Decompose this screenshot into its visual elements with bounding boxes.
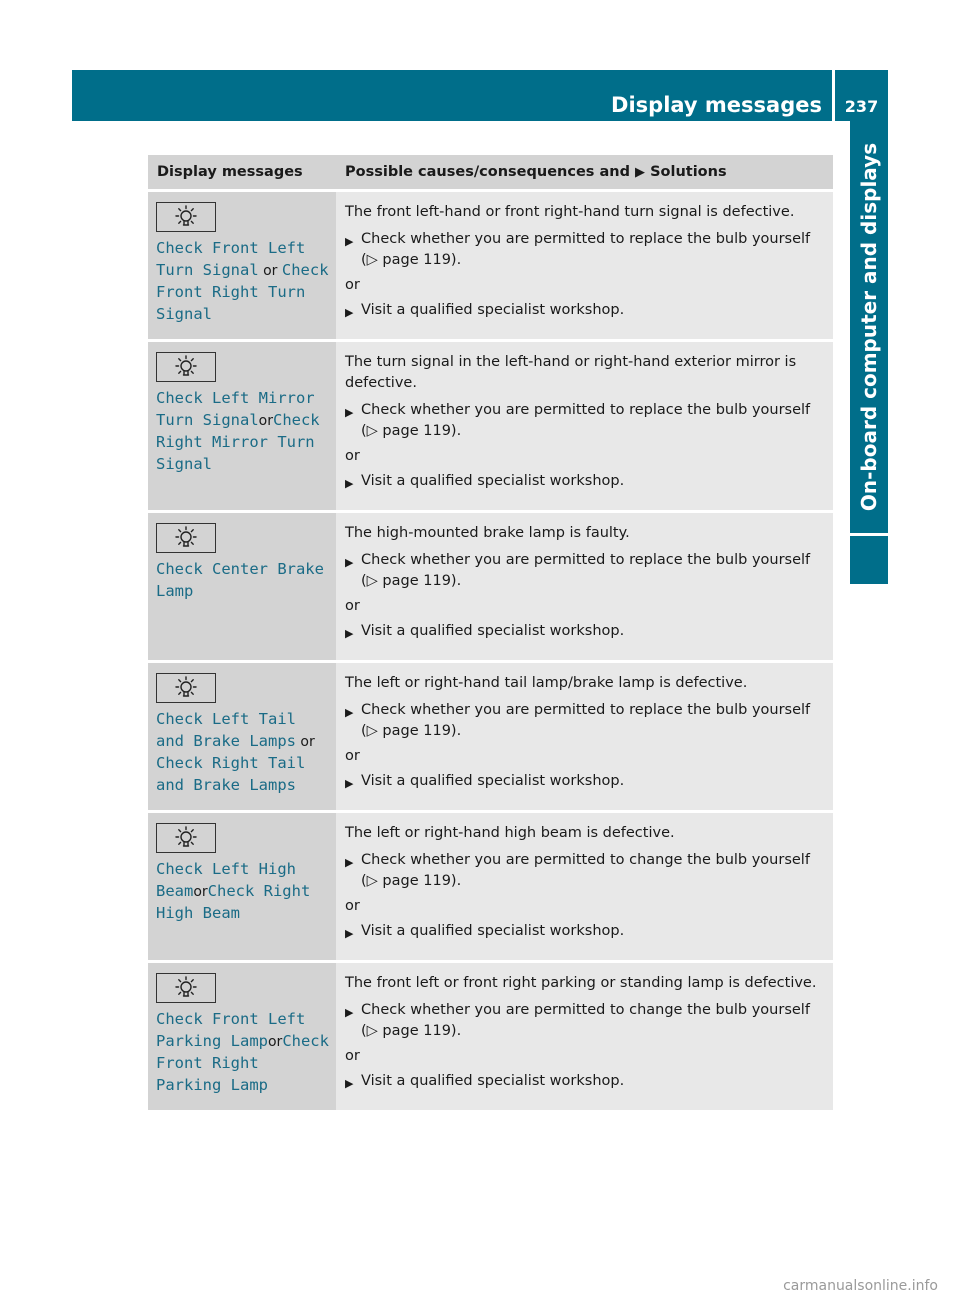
side-tab [850, 121, 888, 533]
arrow-right-icon: ▶ [635, 165, 646, 180]
arrow-right-icon: ▶ [345, 627, 354, 640]
step-text [361, 400, 825, 442]
header-solutions-text: Solutions [650, 164, 727, 180]
page-reference: (▷ page 119). [361, 873, 462, 889]
step-check-bulb [345, 400, 825, 442]
bulb-icon [156, 202, 216, 232]
display-messages-table [148, 155, 833, 1110]
step-visit-text: Visit a qualified specialist workshop. [361, 302, 625, 318]
display-message-text: Check Left Mirror Turn Signal [156, 389, 315, 429]
cause-text: The front left-hand or front right-hand turn signal is defective. [345, 204, 795, 220]
message-cell [148, 192, 336, 339]
table-row [148, 663, 833, 810]
arrow-right-icon: ▶ [345, 777, 354, 790]
step-visit-workshop [345, 621, 825, 644]
step-visit-workshop [345, 471, 825, 494]
step-check-text: Check whether you are permitted to replace the bulb yourself [361, 402, 811, 418]
side-block [850, 536, 888, 584]
side-tab-label: On-board computer and displays [857, 142, 881, 512]
solution-cell [336, 963, 833, 1110]
step-text [361, 1000, 825, 1042]
bulb-icon [156, 523, 216, 553]
display-message-text: Check Front Left Turn Signal [156, 239, 306, 279]
step-check-text: Check whether you are permitted to change the bulb yourself [361, 1002, 810, 1018]
step-visit-workshop [345, 771, 825, 794]
display-message [156, 709, 330, 796]
display-message [156, 238, 330, 325]
message-cell [148, 513, 336, 660]
header-causes [336, 155, 833, 189]
page-number: 237 [844, 97, 879, 116]
or-connector: or [258, 262, 282, 279]
or-text: or [345, 448, 360, 464]
message-cell [148, 342, 336, 510]
section-title: Display messages [611, 93, 822, 117]
step-check-text: Check whether you are permitted to change the bulb yourself [361, 852, 810, 868]
table-row [148, 342, 833, 510]
step-text [361, 700, 825, 742]
step-visit-text: Visit a qualified specialist workshop. [361, 923, 625, 939]
bulb-icon [156, 352, 216, 382]
or-connector: or [258, 412, 273, 429]
cause-text: The high-mounted brake lamp is faulty. [345, 525, 630, 541]
display-message-alt-text: Check Right Tail and Brake Lamps [156, 754, 306, 794]
arrow-right-icon: ▶ [345, 556, 354, 569]
display-message-text: Check Center Brake Lamp [156, 560, 324, 600]
display-message-text: Check Left High Beam [156, 860, 296, 900]
page-reference: (▷ page 119). [361, 252, 462, 268]
display-message-alt-text: Check Right High Beam [156, 881, 311, 922]
step-check-bulb [345, 229, 825, 271]
step-check-text: Check whether you are permitted to replace the bulb yourself [361, 552, 811, 568]
step-visit-text: Visit a qualified specialist workshop. [361, 1073, 625, 1089]
step-check-bulb [345, 1000, 825, 1042]
step-visit-text: Visit a qualified specialist workshop. [361, 773, 625, 789]
arrow-right-icon: ▶ [345, 1006, 354, 1019]
watermark: carmanualsonline.info [783, 1278, 938, 1294]
or-text: or [345, 748, 360, 764]
or-connector: or [295, 733, 315, 750]
bulb-icon [156, 823, 216, 853]
step-text [361, 850, 825, 892]
display-message [156, 388, 330, 475]
arrow-right-icon: ▶ [345, 706, 354, 719]
table-body [148, 192, 833, 1110]
cause-text: The turn signal in the left-hand or right-hand exterior mirror is defective. [345, 354, 797, 391]
arrow-right-icon: ▶ [345, 235, 354, 248]
table-header [148, 155, 833, 189]
arrow-right-icon: ▶ [345, 477, 354, 490]
step-visit-text: Visit a qualified specialist workshop. [361, 473, 625, 489]
solution-cell [336, 192, 833, 339]
bulb-icon [156, 673, 216, 703]
page-reference: (▷ page 119). [361, 723, 462, 739]
solution-cell [336, 663, 833, 810]
solution-cell [336, 813, 833, 960]
display-message-alt-text: Check Right Mirror Turn Signal [156, 410, 320, 473]
step-check-text: Check whether you are permitted to replace the bulb yourself [361, 231, 811, 247]
page-reference: (▷ page 119). [361, 1023, 462, 1039]
message-cell [148, 813, 336, 960]
solution-cell [336, 513, 833, 660]
display-message-text: Check Left Tail and Brake Lamps [156, 710, 296, 750]
message-cell [148, 663, 336, 810]
display-message-alt-text: Check Front Right Parking Lamp [156, 1031, 329, 1094]
step-visit-workshop [345, 1071, 825, 1094]
display-message-text: Check Front Left Parking Lamp [156, 1010, 306, 1050]
display-message [156, 859, 330, 925]
step-text [361, 229, 825, 271]
display-message [156, 1009, 330, 1096]
cause-text: The left or right-hand high beam is defective. [345, 825, 675, 841]
step-visit-workshop [345, 921, 825, 944]
arrow-right-icon: ▶ [345, 406, 354, 419]
or-text: or [345, 277, 360, 293]
arrow-right-icon: ▶ [345, 306, 354, 319]
table-row [148, 813, 833, 960]
arrow-right-icon: ▶ [345, 927, 354, 940]
or-connector: or [193, 883, 208, 900]
or-connector: or [267, 1033, 283, 1050]
cause-text: The front left or front right parking or standing lamp is defective. [345, 975, 817, 991]
page-reference: (▷ page 119). [361, 423, 462, 439]
table-row [148, 192, 833, 339]
step-check-bulb [345, 550, 825, 592]
header-bar [72, 70, 832, 121]
cause-text: The left or right-hand tail lamp/brake lamp is defective. [345, 675, 748, 691]
message-cell [148, 963, 336, 1110]
arrow-right-icon: ▶ [345, 1077, 354, 1090]
header-causes-text: Possible causes/consequences and [345, 164, 630, 180]
or-text: or [345, 598, 360, 614]
or-text: or [345, 898, 360, 914]
arrow-right-icon: ▶ [345, 856, 354, 869]
or-text: or [345, 1048, 360, 1064]
step-check-bulb [345, 700, 825, 742]
page-reference: (▷ page 119). [361, 573, 462, 589]
step-visit-text: Visit a qualified specialist workshop. [361, 623, 625, 639]
step-text [361, 550, 825, 592]
step-visit-workshop [345, 300, 825, 323]
table-row [148, 513, 833, 660]
page-number-box [835, 70, 888, 121]
display-message [156, 559, 330, 603]
step-check-bulb [345, 850, 825, 892]
step-check-text: Check whether you are permitted to replace the bulb yourself [361, 702, 811, 718]
header-display-messages: Display messages [157, 164, 303, 180]
table-row [148, 963, 833, 1110]
display-message-alt-text: Check Front Right Turn Signal [156, 260, 329, 323]
solution-cell [336, 342, 833, 510]
bulb-icon [156, 973, 216, 1003]
